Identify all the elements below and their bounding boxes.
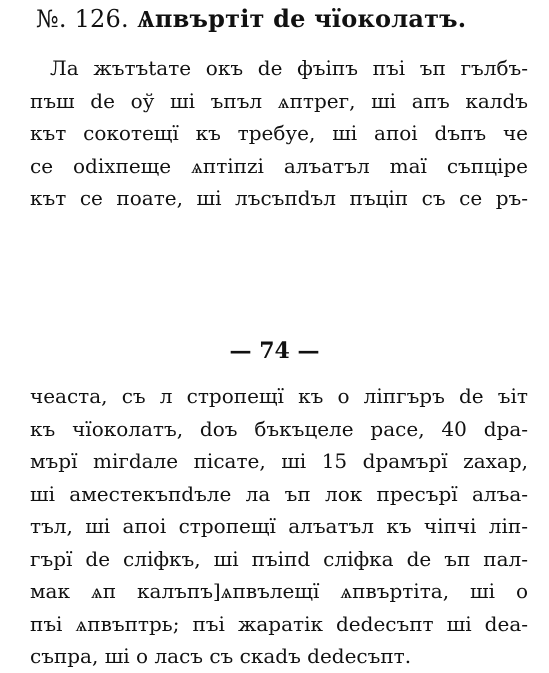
paragraph-top (30, 52, 528, 215)
paragraph-bottom (30, 380, 528, 673)
recipe-heading (36, 4, 526, 34)
text-line: кът се поате, шi лъсъпdъл пъцiп съ се ръ- (30, 186, 528, 210)
text-line: кът сокотещї къ требуе, шi апоi dъпъ че (30, 121, 528, 145)
text-line: тъл, шi апоi стропещї алъатъл къ чiпчi лiп- (30, 514, 528, 538)
text-line: съпра, шi о ласъ съ скаdъ dedeсъпт. (30, 644, 412, 668)
text-line: пъш de oў шi ъпъл ѧптрег, шi апъ калdъ (30, 88, 528, 113)
text-line: шi аместекъпdъле ла ъп лок пресърї алъа- (30, 481, 528, 506)
text-line: мърї miгdале пiсате, шi 15 dрамърї zахар, (30, 449, 528, 473)
text-line: чеаста, съ л стропещї къ о лiпгъръ de ъiт (30, 384, 528, 408)
recipe-number: №. 126. (36, 5, 129, 33)
page-number: — 74 — (229, 338, 320, 364)
text-line: Ла жътъtате окъ de фъiпъ пъi ъп гълбъ- (50, 56, 528, 80)
text-line: пъi ѧпвъптрь; пъi жаратiк dedeсъпт шi dea- (30, 611, 528, 636)
recipe-title: Ѧпвъртiт de чїоколатъ. (137, 4, 467, 33)
text-line: мак ѧп калъпъ]ѧпвълещї ѧпвъртiта, шi о (30, 579, 528, 603)
text-line: къ чїоколатъ, doъ бъкъцеле расе, 40 dра- (30, 416, 528, 441)
text-line: гърї de слiфкъ, шi пъiпd слiфка de ъп пал- (30, 546, 528, 571)
text-line: се odixпеще ѧптiпzi алъатъл maї съпцiре (30, 153, 528, 178)
